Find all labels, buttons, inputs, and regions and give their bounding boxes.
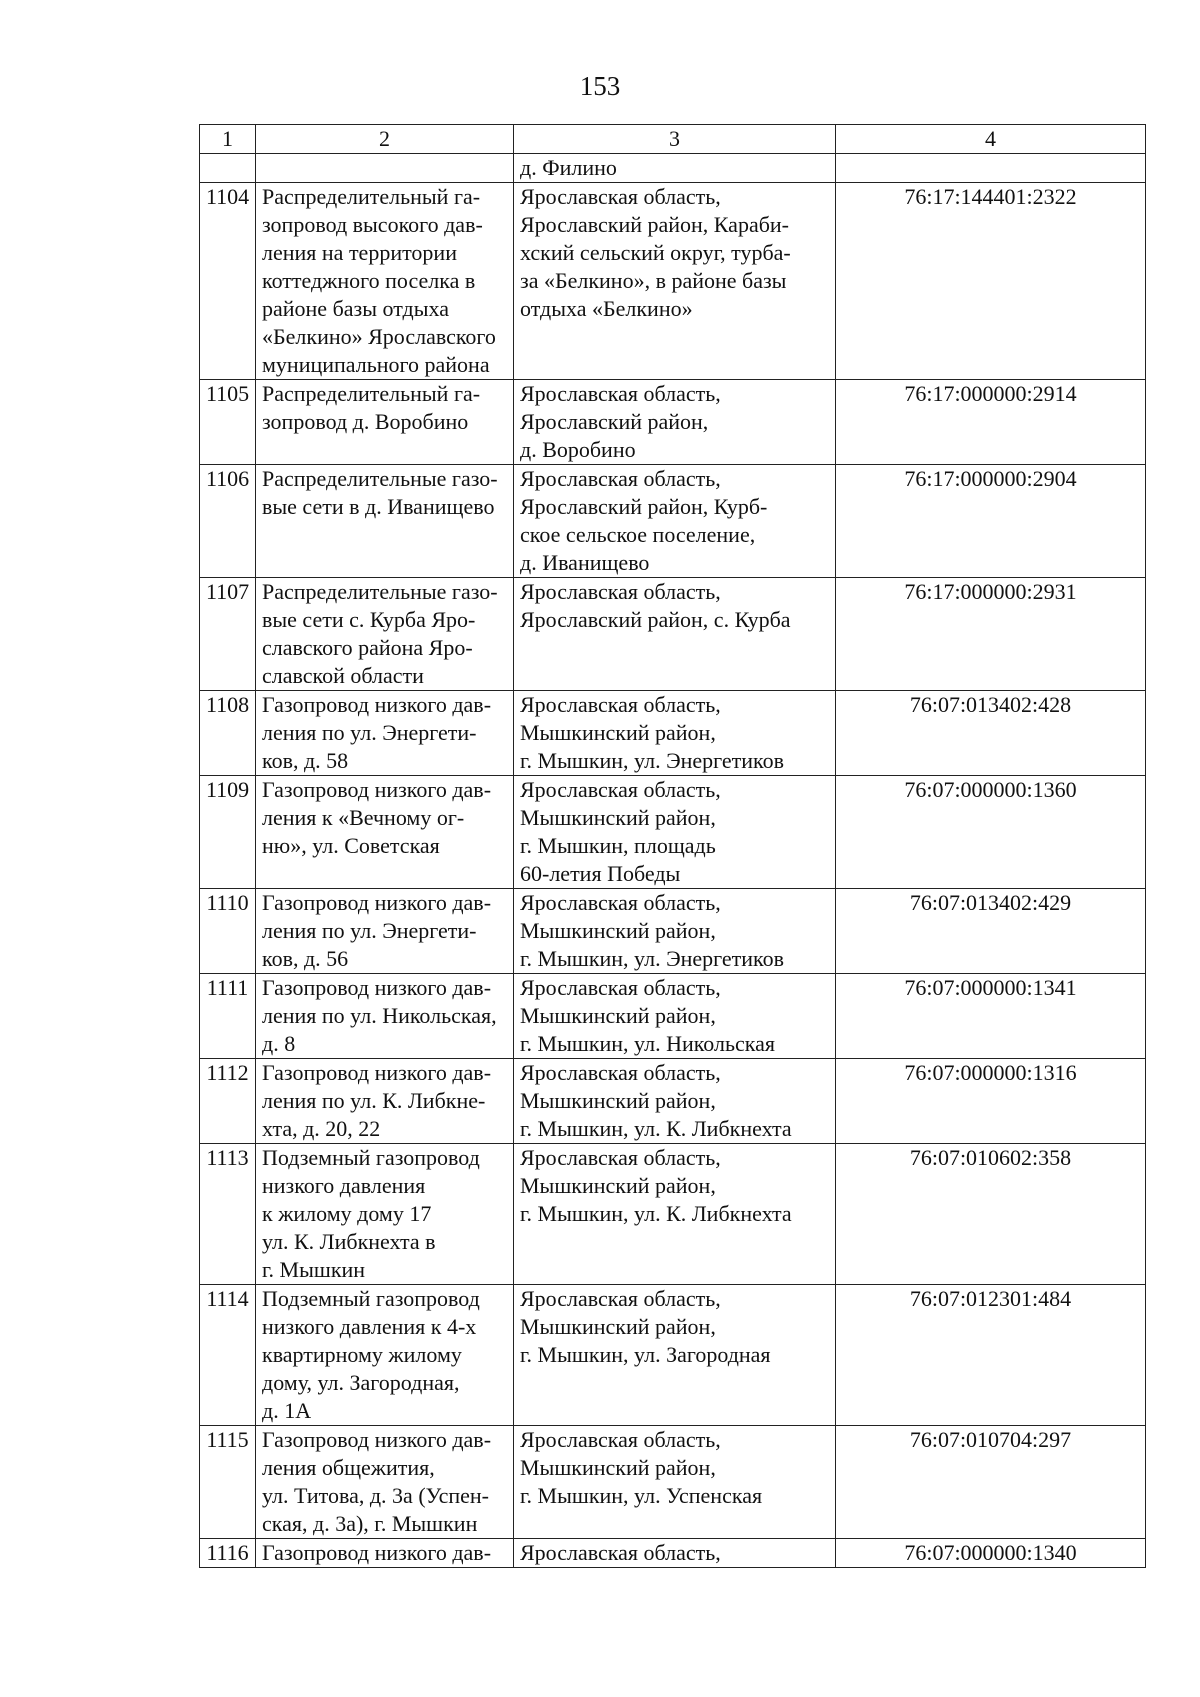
object-address: Ярославская область, Мышкинский район, г. Мышкин, ул. Загородная xyxy=(514,1285,836,1426)
cadastral-number: 76:17:000000:2931 xyxy=(836,578,1146,691)
object-address: Ярославская область, Мышкинский район, г. Мышкин, ул. Успенская xyxy=(514,1426,836,1539)
row-number: 1116 xyxy=(200,1539,256,1568)
cadastral-number: 76:07:013402:429 xyxy=(836,889,1146,974)
cadastral-number: 76:17:000000:2914 xyxy=(836,380,1146,465)
column-header-3: 3 xyxy=(514,125,836,154)
row-number: 1106 xyxy=(200,465,256,578)
cadastral-number: 76:07:013402:428 xyxy=(836,691,1146,776)
object-name: Газопровод низкого дав- ления общежития, ул. Титова, д. 3а (Успен- ская, д. 3а), г. Мышкин xyxy=(256,1426,514,1539)
cadastral-number: 76:07:000000:1341 xyxy=(836,974,1146,1059)
object-address: Ярославская область, Ярославский район, с. Курба xyxy=(514,578,836,691)
object-address: д. Филино xyxy=(514,154,836,183)
table-row xyxy=(200,776,1146,889)
object-name: Распределительные газо- вые сети с. Курба Яро- славского района Яро- славской области xyxy=(256,578,514,691)
cadastral-number: 76:17:144401:2322 xyxy=(836,183,1146,380)
cadastral-number: 76:07:012301:484 xyxy=(836,1285,1146,1426)
cadastral-number: 76:17:000000:2904 xyxy=(836,465,1146,578)
object-name: Газопровод низкого дав- ления к «Вечному ог- ню», ул. Советская xyxy=(256,776,514,889)
object-address: Ярославская область, Мышкинский район, г. Мышкин, ул. Никольская xyxy=(514,974,836,1059)
table-row xyxy=(200,1285,1146,1426)
page-number: 153 xyxy=(579,71,621,101)
row-number: 1109 xyxy=(200,776,256,889)
object-name: Газопровод низкого дав- ления по ул. К. Либкне- хта, д. 20, 22 xyxy=(256,1059,514,1144)
object-name: Газопровод низкого дав- ления по ул. Энергети- ков, д. 56 xyxy=(256,889,514,974)
object-name: Распределительные газо- вые сети в д. Иванищево xyxy=(256,465,514,578)
object-name: Подземный газопровод низкого давления к 4-х квартирному жилому дому, ул. Загородная, д. 1А xyxy=(256,1285,514,1426)
object-address: Ярославская область, Мышкинский район, г. Мышкин, ул. К. Либкнехта xyxy=(514,1144,836,1285)
row-number: 1112 xyxy=(200,1059,256,1144)
object-address: Ярославская область, Мышкинский район, г. Мышкин, ул. Энергетиков xyxy=(514,691,836,776)
header-row xyxy=(200,125,1146,154)
object-address: Ярославская область, Мышкинский район, г. Мышкин, площадь 60-летия Победы xyxy=(514,776,836,889)
object-address: Ярославская область, Ярославский район, д. Воробино xyxy=(514,380,836,465)
object-name: Газопровод низкого дав- ления по ул. Никольская, д. 8 xyxy=(256,974,514,1059)
object-name: Газопровод низкого дав- xyxy=(256,1539,514,1568)
registry-table xyxy=(199,124,1146,1568)
column-header-4: 4 xyxy=(836,125,1146,154)
row-number: 1111 xyxy=(200,974,256,1059)
row-number: 1110 xyxy=(200,889,256,974)
column-header-2: 2 xyxy=(256,125,514,154)
row-number: 1104 xyxy=(200,183,256,380)
table-row xyxy=(200,154,1146,183)
object-name: Подземный газопровод низкого давления к жилому дому 17 ул. К. Либкнехта в г. Мышкин xyxy=(256,1144,514,1285)
cadastral-number: 76:07:010704:297 xyxy=(836,1426,1146,1539)
object-name xyxy=(256,154,514,183)
cadastral-number: 76:07:000000:1360 xyxy=(836,776,1146,889)
cadastral-number xyxy=(836,154,1146,183)
column-header-1: 1 xyxy=(200,125,256,154)
table-row xyxy=(200,183,1146,380)
table-row xyxy=(200,380,1146,465)
table-row xyxy=(200,1059,1146,1144)
object-name: Распределительный га- зопровод д. Воробино xyxy=(256,380,514,465)
object-name: Газопровод низкого дав- ления по ул. Энергети- ков, д. 58 xyxy=(256,691,514,776)
object-address: Ярославская область, Ярославский район, Курб- ское сельское поселение, д. Иванищево xyxy=(514,465,836,578)
object-address: Ярославская область, Мышкинский район, г. Мышкин, ул. Энергетиков xyxy=(514,889,836,974)
row-number: 1114 xyxy=(200,1285,256,1426)
row-number: 1108 xyxy=(200,691,256,776)
table-row xyxy=(200,578,1146,691)
cadastral-number: 76:07:000000:1340 xyxy=(836,1539,1146,1568)
row-number xyxy=(200,154,256,183)
table-row xyxy=(200,1426,1146,1539)
row-number: 1105 xyxy=(200,380,256,465)
table-row xyxy=(200,465,1146,578)
object-name: Распределительный га- зопровод высокого дав- ления на территории коттеджного поселка в районе базы отдыха «Белкино» Ярославского муниципального района xyxy=(256,183,514,380)
table-row xyxy=(200,1539,1146,1568)
row-number: 1107 xyxy=(200,578,256,691)
object-address: Ярославская область, Ярославский район, Караби- хский сельский округ, турба- за «Белкино», в районе базы отдыха «Белкино» xyxy=(514,183,836,380)
table-row xyxy=(200,889,1146,974)
row-number: 1115 xyxy=(200,1426,256,1539)
cadastral-number: 76:07:000000:1316 xyxy=(836,1059,1146,1144)
table-row xyxy=(200,974,1146,1059)
table-row xyxy=(200,1144,1146,1285)
cadastral-number: 76:07:010602:358 xyxy=(836,1144,1146,1285)
object-address: Ярославская область, Мышкинский район, г. Мышкин, ул. К. Либкнехта xyxy=(514,1059,836,1144)
row-number: 1113 xyxy=(200,1144,256,1285)
object-address: Ярославская область, xyxy=(514,1539,836,1568)
table-row xyxy=(200,691,1146,776)
